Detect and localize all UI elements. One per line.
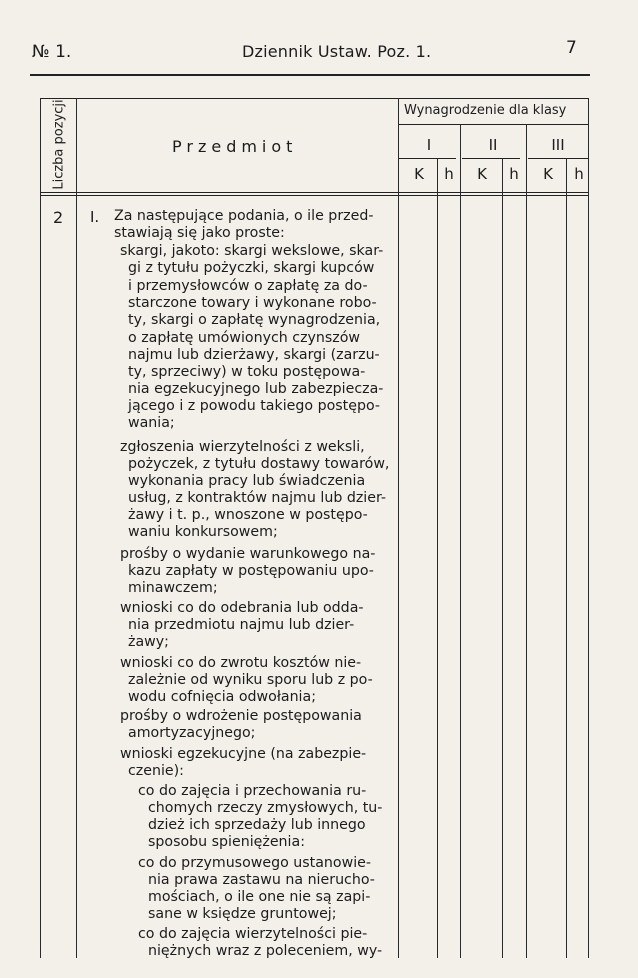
text-line: stawiają się jako proste: — [114, 225, 285, 241]
table-top-rule — [40, 98, 588, 99]
text-line: sane w księdze gruntowej; — [148, 906, 337, 922]
text-line: minawczem; — [128, 580, 218, 596]
text-line: starczone towary i wykonane robo- — [128, 295, 377, 311]
classes-rule — [398, 124, 588, 125]
position-col-rule — [76, 98, 77, 958]
text-line: wania; — [128, 415, 175, 431]
text-line: co do przymusowego ustanowie- — [138, 855, 371, 871]
text-line: zależnie od wyniku sporu lub z po- — [128, 672, 373, 688]
table-head-bottom-rule — [40, 192, 588, 193]
text-line: dzież ich sprzedaży lub innego — [148, 817, 366, 833]
row-position-number: 2 — [53, 208, 64, 227]
subject-col-rule — [398, 98, 399, 958]
text-line: nia prawa zastawu na nierucho- — [148, 872, 375, 888]
text-line: jącego i z powodu takiego postępo- — [128, 398, 381, 414]
units-rule-2 — [462, 158, 520, 159]
text-line: prośby o wydanie warunkowego na- — [120, 546, 376, 562]
position-column-header — [45, 100, 73, 188]
text-line: kazu zapłaty w postępowaniu upo- — [128, 563, 374, 579]
unit-K-2: K — [477, 165, 487, 183]
journal-title: Dziennik Ustaw. Poz. 1. — [242, 42, 432, 61]
text-line: zgłoszenia wierzytelności z weksli, — [120, 439, 365, 455]
text-line: nia egzekucyjnego lub zabezpiecza- — [128, 381, 384, 397]
text-line: wnioski co do odebrania lub odda- — [120, 600, 364, 616]
text-line: nia przedmiotu najmu lub dzier- — [128, 617, 355, 633]
class-III-header: III — [551, 136, 565, 154]
table-head-bottom-rule-2 — [40, 195, 588, 196]
text-line: chomych rzeczy zmysłowych, tu- — [148, 800, 383, 816]
text-line: wodu cofnięcia odwołania; — [128, 689, 316, 705]
text-line: żawy; — [128, 634, 169, 650]
text-line: prośby o wdrożenie postępowania — [120, 708, 362, 724]
page-number: 7 — [566, 38, 577, 58]
text-line: waniu konkursowem; — [128, 524, 278, 540]
text-line: wnioski co do zwrotu kosztów nie- — [120, 655, 362, 671]
subject-column-header: Przedmiot — [172, 137, 298, 156]
text-line: o zapłatę umówionych czynszów — [128, 330, 361, 346]
text-line: czenie): — [128, 763, 184, 779]
text-line: niężnych wraz z poleceniem, wy- — [148, 943, 383, 959]
table-left-border — [40, 98, 41, 958]
table-right-border — [588, 98, 589, 958]
text-line: co do zajęcia i przechowania ru- — [138, 783, 367, 799]
k3-col-rule — [566, 158, 567, 958]
k1-col-rule — [437, 158, 438, 958]
unit-h-3: h — [574, 165, 584, 183]
class-II-header: II — [488, 136, 498, 154]
unit-h-1: h — [444, 165, 454, 183]
position-column-label: Liczba pozycji — [51, 98, 67, 190]
text-line: skargi, jakoto: skargi wekslowe, skar- — [120, 243, 384, 259]
units-rule-3 — [528, 158, 588, 159]
text-line: usług, z kontraktów najmu lub dzier- — [128, 490, 386, 506]
text-line: pożyczek, z tytułu dostawy towarów, — [128, 456, 390, 472]
class-col-rule-1 — [460, 124, 461, 958]
k2-col-rule — [502, 158, 503, 958]
text-line: ty, sprzeciwy) w toku postępowa- — [128, 364, 366, 380]
unit-h-2: h — [509, 165, 519, 183]
text-line: sposobu spieniężenia: — [148, 834, 305, 850]
unit-K-3: K — [543, 165, 553, 183]
text-line: mościach, o ile one nie są zapi- — [148, 889, 371, 905]
text-line: Za następujące podania, o ile przed- — [114, 208, 374, 224]
issue-number: № 1. — [32, 42, 72, 62]
text-line: amortyzacyjnego; — [128, 725, 256, 741]
units-rule-1 — [398, 158, 456, 159]
text-line: żawy i t. p., wnoszone w postępo- — [128, 507, 368, 523]
fee-column-header: Wynagrodzenie dla klasy — [404, 103, 567, 118]
unit-K-1: K — [414, 165, 424, 183]
text-line: wnioski egzekucyjne (na zabezpie- — [120, 746, 367, 762]
text-line: gi z tytułu pożyczki, skargi kupców — [128, 260, 375, 276]
header-rule — [30, 74, 590, 76]
text-line: co do zajęcia wierzytelności pie- — [138, 926, 368, 942]
class-col-rule-2 — [526, 124, 527, 958]
text-line: wykonania pracy lub świadczenia — [128, 473, 366, 489]
text-line: i przemysłowców o zapłatę za do- — [128, 278, 368, 294]
text-line: ty, skargi o zapłatę wynagrodzenia, — [128, 312, 381, 328]
row-roman-numeral: I. — [90, 208, 100, 226]
text-line: najmu lub dzierżawy, skargi (zarzu- — [128, 347, 380, 363]
class-I-header: I — [426, 136, 432, 154]
